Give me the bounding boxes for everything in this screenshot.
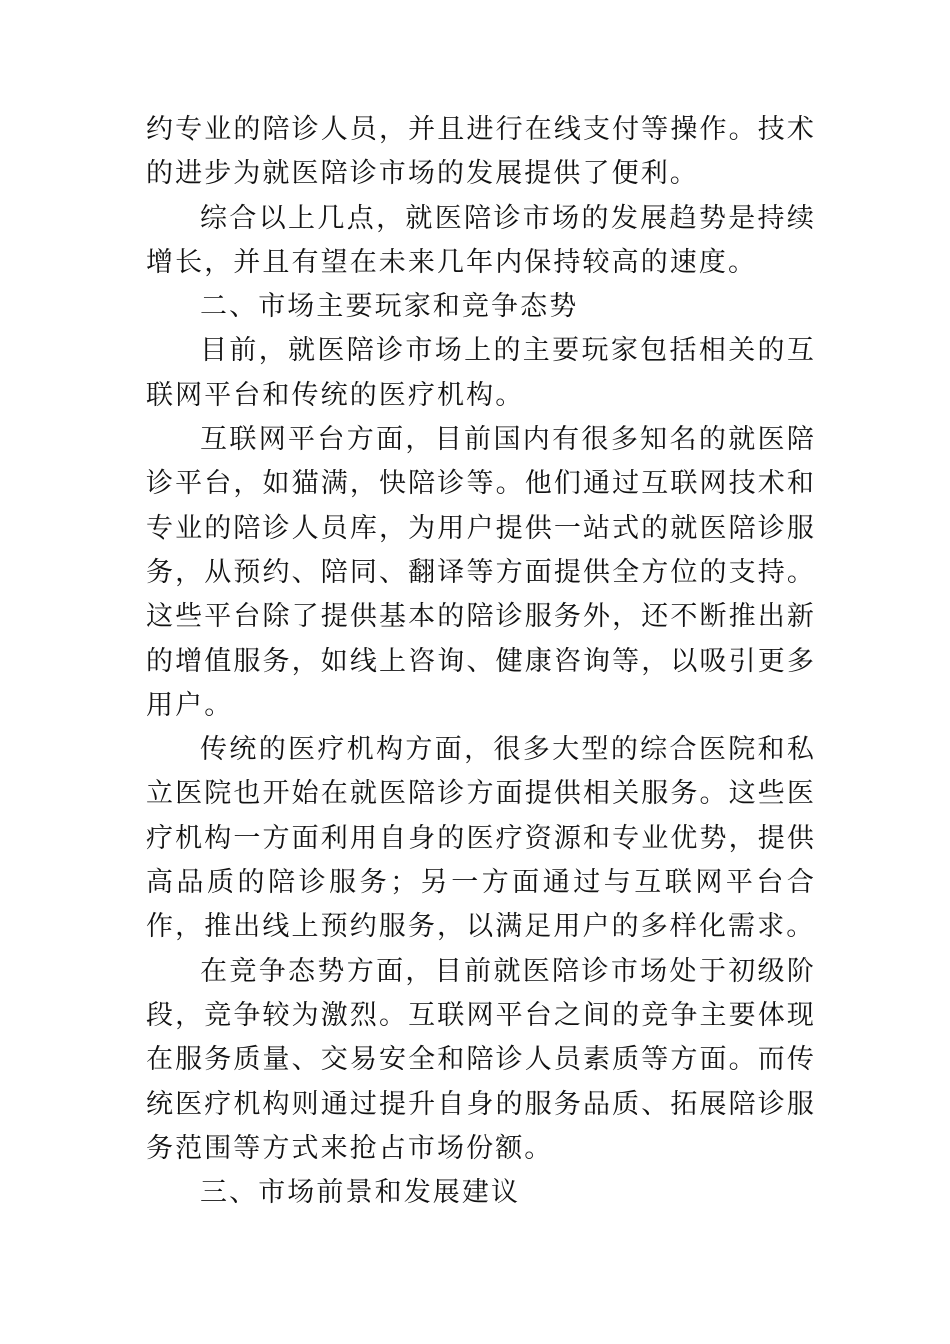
paragraph-traditional-institutions: 传统的医疗机构方面，很多大型的综合医院和私立医院也开始在就医陪诊方面提供相关服务。这些医疗机构一方面利用自身的医疗资源和专业优势，提供高品质的陪诊服务；另一方面通过与互联网平台合作，推出线上预约服务，以满足用户的多样化需求。 (146, 734, 816, 943)
paragraph-continuation: 约专业的陪诊人员，并且进行在线支付等操作。技术的进步为就医陪诊市场的发展提供了便利。 (146, 114, 816, 190)
paragraph-summary: 综合以上几点，就医陪诊市场的发展趋势是持续增长，并且有望在未来几年内保持较高的速度。 (146, 202, 816, 278)
paragraph-competition: 在竞争态势方面，目前就医陪诊市场处于初级阶段，竞争较为激烈。互联网平台之间的竞争主要体现在服务质量、交易安全和陪诊人员素质等方面。而传统医疗机构则通过提升自身的服务品质、拓展陪诊服务范围等方式来抢占市场份额。 (146, 955, 816, 1164)
paragraph-internet-platforms: 互联网平台方面，目前国内有很多知名的就医陪诊平台，如猫满，快陪诊等。他们通过互联网技术和专业的陪诊人员库，为用户提供一站式的就医陪诊服务，从预约、陪同、翻译等方面提供全方位的支持。这些平台除了提供基本的陪诊服务外，还不断推出新的增值服务，如线上咨询、健康咨询等，以吸引更多用户。 (146, 424, 816, 721)
document-body (146, 108, 816, 1215)
section-heading-3: 三、市场前景和发展建议 (200, 1177, 521, 1209)
paragraph-main-players: 目前，就医陪诊市场上的主要玩家包括相关的互联网平台和传统的医疗机构。 (146, 335, 816, 411)
section-heading-2: 二、市场主要玩家和竞争态势 (200, 291, 579, 323)
